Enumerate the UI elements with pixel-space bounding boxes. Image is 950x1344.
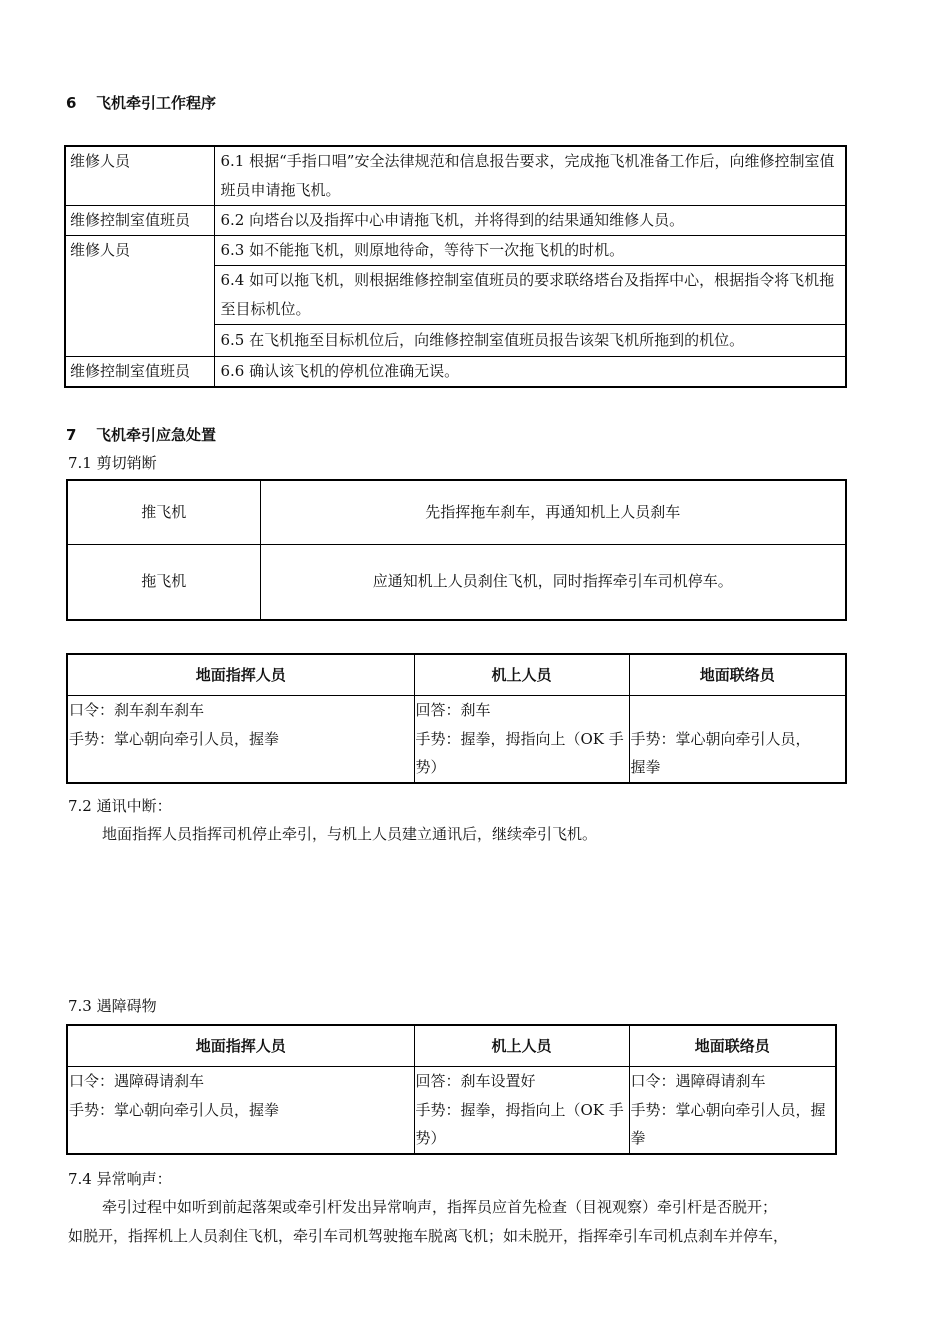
procedure-table: [64, 145, 847, 388]
table-cell: 手势：掌心朝向牵引人员，握拳: [67, 1096, 414, 1125]
table-cell: 手势：握拳，拇指向上（OK 手: [414, 725, 629, 754]
table-cell: 手势：掌心朝向牵引人员，握: [629, 1096, 836, 1125]
table-row: [67, 1067, 836, 1096]
subsection-7-4-line-1: 牵引过程中如听到前起落架或牵引杆发出异常响声，指挥员应首先检查（目视观察）牵引杆是否脱开；: [102, 1198, 778, 1216]
step-cell: 6.5 在飞机拖至目标机位后，向维修控制室值班员报告该架飞机所拖到的机位。: [214, 325, 846, 357]
case-cell: 拖飞机: [67, 544, 260, 620]
table-header-row: [67, 1025, 836, 1067]
header-ground-commander: 地面指挥人员: [67, 654, 414, 696]
step-cell: 6.2 向塔台以及指挥中心申请拖飞机，并将得到的结果通知维修人员。: [214, 206, 846, 236]
table-cell: [67, 1124, 414, 1154]
role-cell: 维修控制室值班员: [65, 357, 214, 388]
table-row: [67, 1124, 836, 1154]
shear-pin-table: [66, 479, 847, 621]
header-ground-liaison: 地面联络员: [629, 1025, 836, 1067]
role-cell: 维修控制室值班员: [65, 206, 214, 236]
table-cell: [67, 753, 414, 783]
table-cell: 握拳: [629, 753, 846, 783]
step-cell: 6.3 如不能拖飞机，则原地待命，等待下一次拖飞机的时机。: [214, 236, 846, 266]
section-title: 飞机牵引应急处置: [96, 426, 217, 444]
table-cell: 口令：遇障碍请刹车: [629, 1067, 836, 1096]
table-cell: 拳: [629, 1124, 836, 1154]
table-cell: 手势：掌心朝向牵引人员，: [629, 725, 846, 754]
header-ground-commander: 地面指挥人员: [67, 1025, 414, 1067]
table-row: [67, 725, 846, 754]
header-ground-liaison: 地面联络员: [629, 654, 846, 696]
table-cell: [629, 696, 846, 725]
table-cell: 口令：遇障碍请刹车: [67, 1067, 414, 1096]
action-cell: 先指挥拖车刹车，再通知机上人员刹车: [260, 480, 846, 544]
section-number: 6: [66, 94, 77, 112]
table-cell: 回答：刹车: [414, 696, 629, 725]
step-cell: 6.6 确认该飞机的停机位准确无误。: [214, 357, 846, 388]
table-row: [65, 146, 846, 206]
header-onboard-crew: 机上人员: [414, 654, 629, 696]
section-7-heading: [66, 424, 216, 445]
table-row: [65, 236, 846, 266]
subsection-7-4-title: 7.4 异常响声：: [68, 1170, 172, 1188]
signals-table-shear-pin: [66, 653, 847, 784]
action-cell: 应通知机上人员刹住飞机，同时指挥牵引车司机停车。: [260, 544, 846, 620]
table-cell: 回答：刹车设置好: [414, 1067, 629, 1096]
signals-table-obstacle: [66, 1024, 837, 1155]
step-cell: 6.1 根据“手指口唱”安全法律规范和信息报告要求，完成拖飞机准备工作后，向维修控制室值班员申请拖飞机。: [214, 146, 846, 206]
table-cell: 势）: [414, 753, 629, 783]
table-row: [67, 480, 846, 544]
section-title: 飞机牵引工作程序: [96, 94, 217, 112]
step-cell: 6.4 如可以拖飞机，则根据维修控制室值班员的要求联络塔台及指挥中心，根据指令将飞机拖至目标机位。: [214, 266, 846, 325]
table-cell: 口令：刹车刹车刹车: [67, 696, 414, 725]
subsection-7-1-title: 7.1 剪切销断: [68, 454, 157, 472]
table-row: [67, 696, 846, 725]
section-6-heading: [66, 92, 216, 113]
table-row: [65, 206, 846, 236]
subsection-7-2-text: 地面指挥人员指挥司机停止牵引，与机上人员建立通讯后，继续牵引飞机。: [102, 825, 598, 843]
table-header-row: [67, 654, 846, 696]
case-cell: 推飞机: [67, 480, 260, 544]
table-row: [67, 753, 846, 783]
subsection-7-2-title: 7.2 通讯中断：: [68, 797, 172, 815]
subsection-7-4-line-2: 如脱开，指挥机上人员刹住飞机，牵引车司机驾驶拖车脱离飞机；如未脱开，指挥牵引车司机点刹车并停车，: [68, 1227, 789, 1245]
table-row: [67, 1096, 836, 1125]
table-cell: 手势：握拳，拇指向上（OK 手: [414, 1096, 629, 1125]
table-row: [67, 544, 846, 620]
header-onboard-crew: 机上人员: [414, 1025, 629, 1067]
section-number: 7: [66, 426, 77, 444]
subsection-7-3-title: 7.3 遇障碍物: [68, 997, 157, 1015]
table-cell: 手势：掌心朝向牵引人员，握拳: [67, 725, 414, 754]
role-cell: 维修人员: [65, 146, 214, 206]
role-cell: 维修人员: [65, 236, 214, 357]
table-cell: 势）: [414, 1124, 629, 1154]
table-row: [65, 357, 846, 388]
